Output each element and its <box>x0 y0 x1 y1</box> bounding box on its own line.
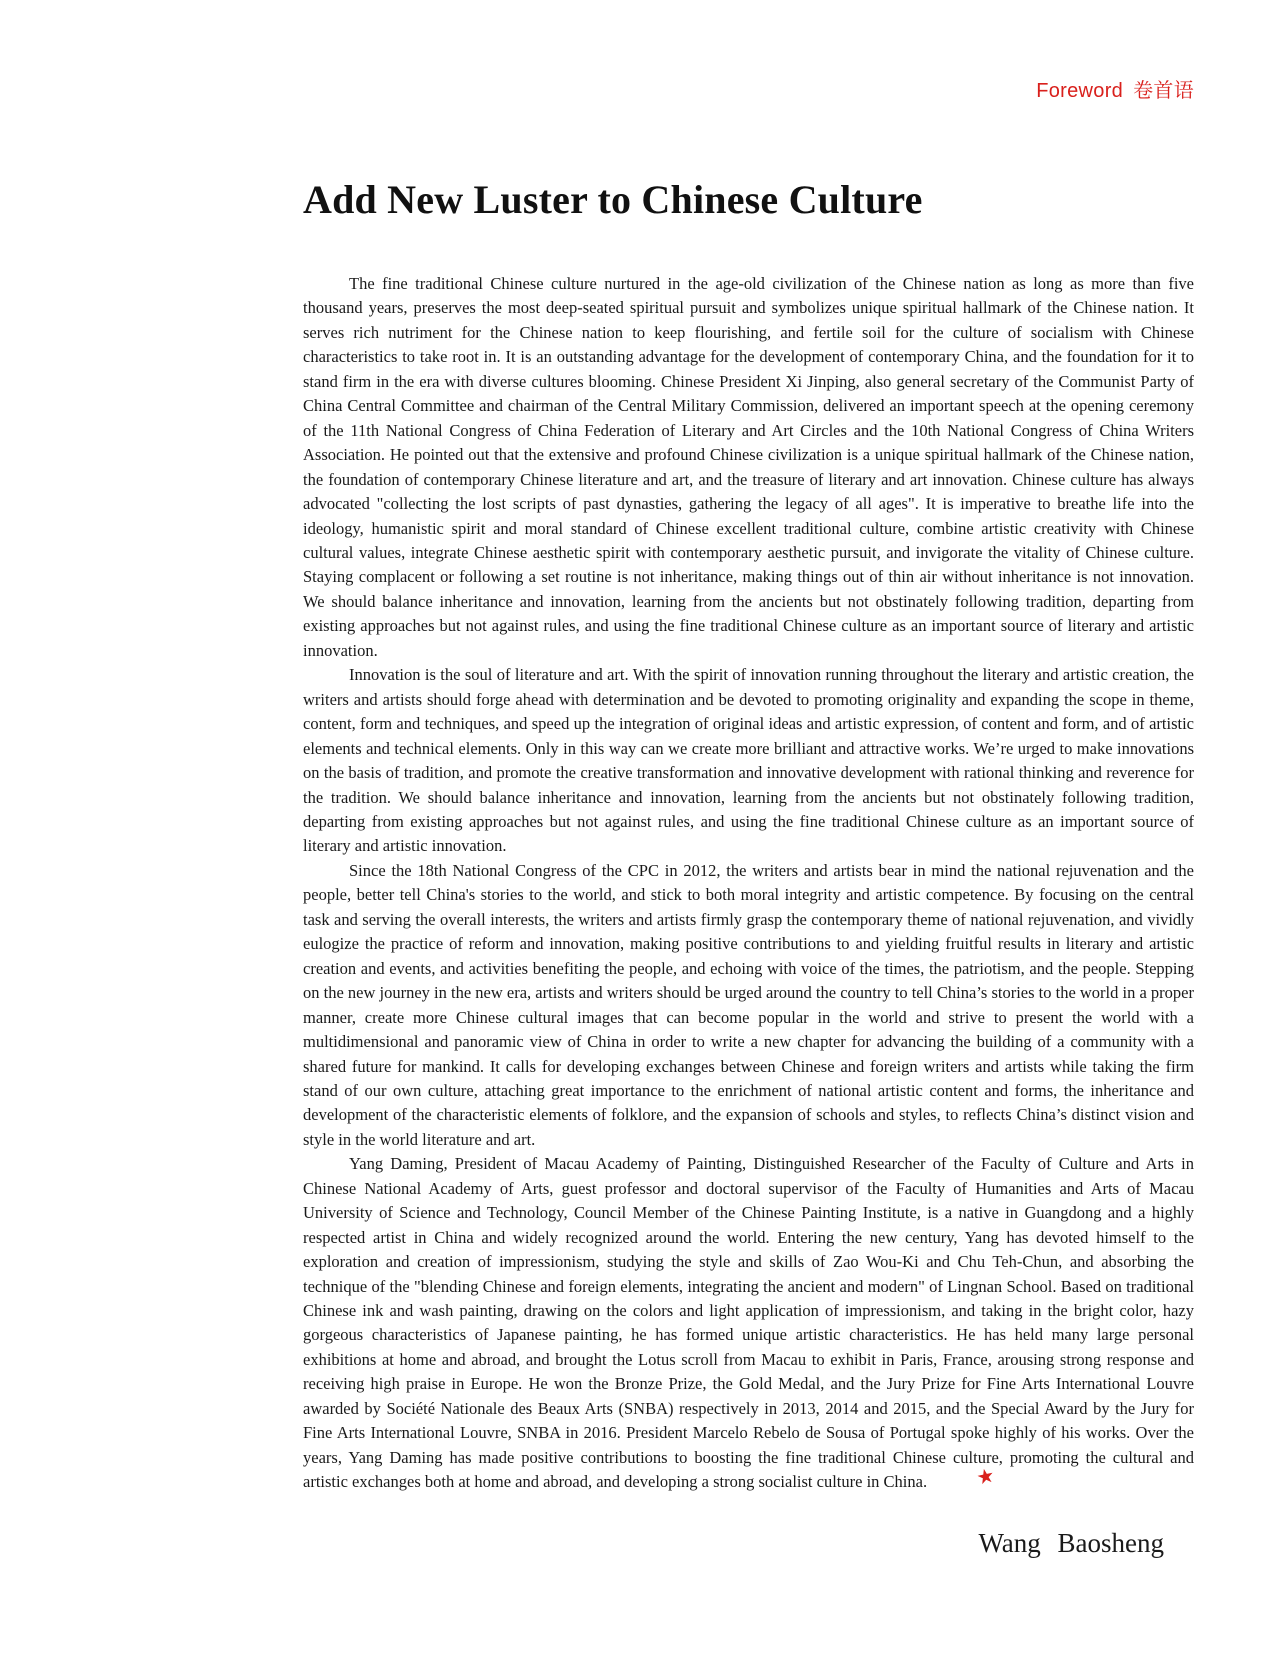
article-body <box>303 272 1194 1495</box>
section-label-cn: 卷首语 <box>1133 80 1194 102</box>
paragraph: Innovation is the soul of literature and art. With the spirit of innovation running throughout the literary and artistic creation, the writers and artists should forge ahead with determination and be devoted to promoting originality and expanding the scope in theme, content, form and techniques, and speed up the integration of original ideas and artistic expression, of content and form, and of artistic elements and technical elements. Only in this way can we create more brilliant and attractive works. We’re urged to make innovations on the basis of tradition, and promote the creative transformation and innovative development with rational thinking and reverence for the tradition. We should balance inheritance and innovation, learning from the ancients but not obstinately following tradition, departing from existing approaches but not against rules, and using the fine traditional Chinese culture as an important source of literary and artistic innovation. <box>303 665 1194 856</box>
section-label <box>1036 74 1194 103</box>
paragraph-last <box>303 1152 1194 1494</box>
paragraph-text: Yang Daming, President of Macau Academy of Painting, Distinguished Researcher of the Faculty of Culture and Arts in Chinese National Academy of Arts, guest professor and doctoral supervisor of the Faculty of Humanities and Arts of Macau University of Science and Technology, Council Member of the Chinese Painting Institute, is a native in Guangdong and a highly respected artist in China and widely recognized around the world. Entering the new century, Yang has devoted himself to the exploration and creation of impressionism, studying the style and skills of Zao Wou-Ki and Chu Teh-Chun, and absorbing the technique of the "blending Chinese and foreign elements, integrating the ancient and modern" of Lingnan School. Based on traditional Chinese ink and wash painting, drawing on the colors and light application of impressionism, and taking in the bright color, hazy gorgeous characteristics of Japanese painting, he has formed unique artistic characteristics. He has held many large personal exhibitions at home and abroad, and brought the Lotus scroll from Macau to exhibit in Paris, France, arousing strong response and receiving high praise in Europe. He won the Bronze Prize, the Gold Medal, and the Jury Prize for Fine Arts International Louvre awarded by Société Nationale des Beaux Arts (SNBA) respectively in 2013, 2014 and 2015, and the Special Award by the Jury for Fine Arts International Louvre, SNBA in 2016. President Marcelo Rebelo de Sousa of Portugal spoke highly of his works. Over the years, Yang Daming has made positive contributions to boosting the fine traditional Chinese culture, promoting the cultural and artistic exchanges both at home and abroad, and developing a strong socialist culture in China. <box>303 1154 1194 1492</box>
section-label-en: Foreword <box>1036 80 1124 102</box>
star-icon: ★ <box>974 1462 997 1491</box>
paragraph: Since the 18th National Congress of the CPC in 2012, the writers and artists bear in mind the national rejuvenation and the people, better tell China's stories to the world, and stick to both moral integrity and artistic competence. By focusing on the central task and serving the overall interests, the writers and artists firmly grasp the contemporary theme of national rejuvenation, and vividly eulogize the practice of reform and innovation, making positive contributions to and yielding fruitful results in literary and artistic creation and events, and activities benefiting the people, and echoing with voice of the times, the patriotism, and the people. Stepping on the new journey in the new era, artists and writers should be urged around the country to tell China’s stories to the world in a proper manner, create more Chinese cultural images that can become popular in the world and strive to present the world with a multidimensional and panoramic view of China in order to write a new chapter for advancing the building of a community with a shared future for mankind. It calls for developing exchanges between Chinese and foreign writers and artists while taking the firm stand of our own culture, attaching great importance to the enrichment of national artistic content and forms, the inheritance and development of the characteristic elements of folklore, and the expansion of schools and styles, to reflects China’s distinct vision and style in the world literature and art. <box>303 860 1194 1149</box>
article-title: Add New Luster to Chinese Culture <box>303 177 923 222</box>
paragraph: The fine traditional Chinese culture nurtured in the age-old civilization of the Chinese nation as long as more than five thousand years, preserves the most deep-seated spiritual pursuit and symbolizes unique spiritual hallmark of the Chinese nation. It serves rich nutriment for the Chinese nation to keep flourishing, and fertile soil for the culture of socialism with Chinese characteristics to take root in. It is an outstanding advantage for the development of contemporary China, and the foundation for it to stand firm in the era with diverse cultures blooming. Chinese President Xi Jinping, also general secretary of the Communist Party of China Central Committee and chairman of the Central Military Commission, delivered an important speech at the opening ceremony of the 11th National Congress of China Federation of Literary and Art Circles and the 10th National Congress of China Writers Association. He pointed out that the extensive and profound Chinese civilization is a unique spiritual hallmark of the Chinese nation, the foundation of contemporary Chinese literature and art, and the treasure of literary and art innovation. Chinese culture has always advocated "collecting the lost scripts of past dynasties, gathering the legacy of all ages". It is imperative to breathe life into the ideology, humanistic spirit and moral standard of Chinese excellent traditional culture, combine artistic creativity with Chinese cultural values, integrate Chinese aesthetic spirit with contemporary aesthetic pursuit, and invigorate the vitality of Chinese culture. Staying complacent or following a set routine is not inheritance, making things out of thin air without inheritance is not innovation. We should balance inheritance and innovation, learning from the ancients but not obstinately following tradition, departing from existing approaches but not against rules, and using the fine traditional Chinese culture as an important source of literary and artistic innovation. <box>303 274 1194 660</box>
author-signature: Wang Baosheng <box>978 1528 1164 1558</box>
